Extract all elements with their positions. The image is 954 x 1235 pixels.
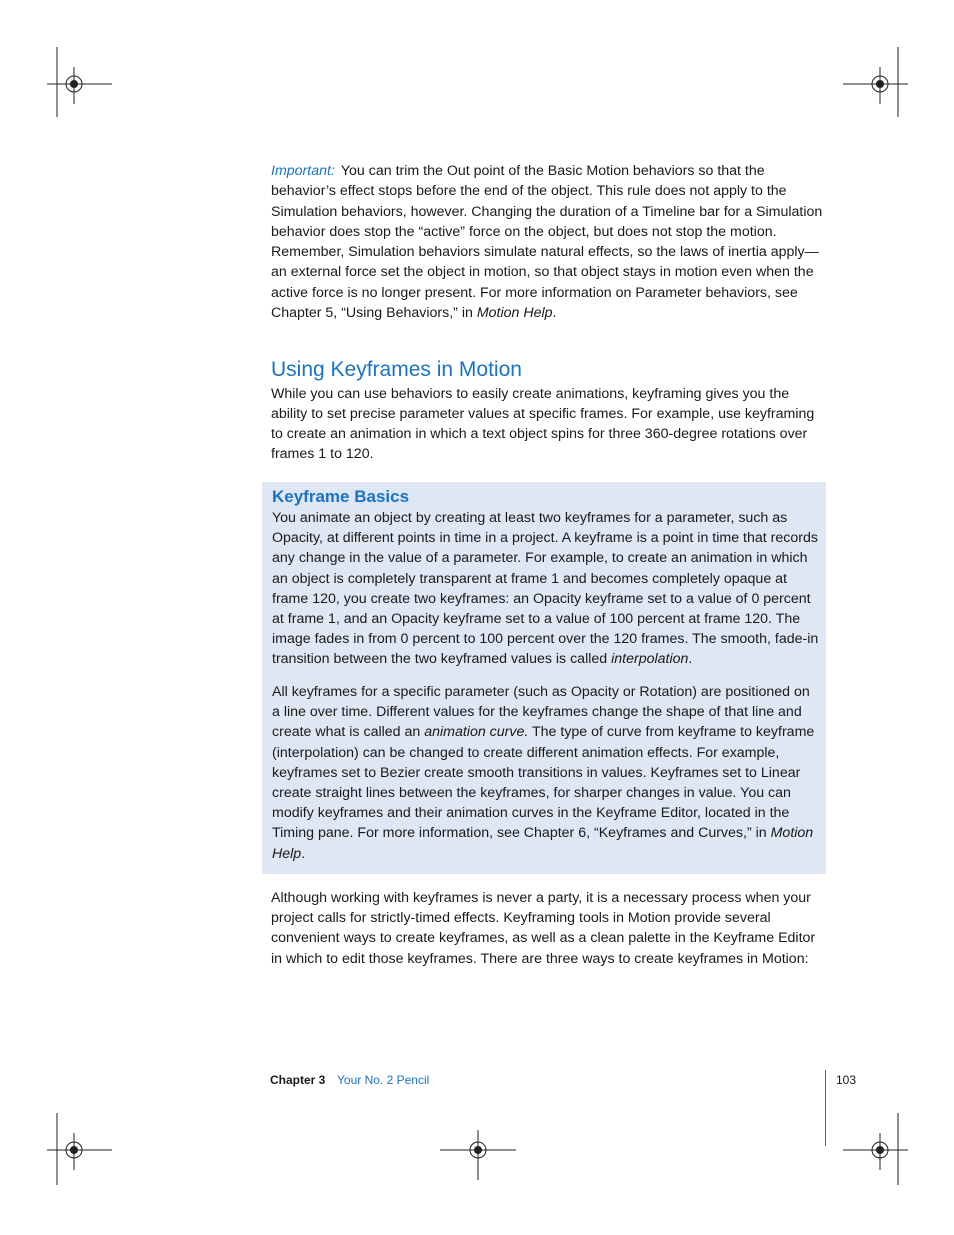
registration-mark-bottom-right bbox=[838, 1113, 908, 1185]
sidebar-p2-text-b: The type of curve from keyframe to keyframe (interpolation) can be changed to create different animation effects. For example, keyframes set to Bezier create smooth transitions in values. Keyframes set to Linear create straight lines between the keyframes, for sharper changes in value. You can modify keyframes and their animation curves in the Keyframe Editor, located in the Timing pane. For more information, see Chapter 6, “Keyframes and Curves,” in bbox=[272, 724, 815, 842]
footer-chapter: Chapter 3 bbox=[270, 1073, 326, 1087]
page-number: 103 bbox=[836, 1073, 857, 1087]
sidebar-p2-term: animation curve. bbox=[424, 724, 529, 741]
important-reference: Motion Help bbox=[476, 305, 553, 322]
sidebar-p2-end: . bbox=[301, 845, 306, 862]
section-intro: While you can use behaviors to easily create animations, keyframing gives you the ability to set precise parameter values at specific frames. For example, use keyframing to create an animation in which a text object spins for three 360-degree rotations over frames 1 to 120. bbox=[271, 386, 815, 463]
registration-mark-bottom-center bbox=[440, 1130, 516, 1180]
registration-mark-top-right bbox=[838, 47, 908, 117]
registration-mark-top-left bbox=[47, 47, 117, 117]
sidebar-heading: Keyframe Basics bbox=[272, 487, 410, 506]
section-heading: Using Keyframes in Motion bbox=[271, 358, 522, 381]
important-end: . bbox=[552, 305, 557, 322]
sidebar-p1-text: You animate an object by creating at least two keyframes for a parameter, such as Opacity, at different points in time in a project. A keyframe is a point in time that records any change in the value of a parameter. For example, to create an animation in which an object is completely transparent at frame 1 and becomes completely opaque at frame 120, you create two keyframes: an Opacity keyframe set to a value of 0 percent at frame 1, and an Opacity keyframe set to a value of 100 percent at frame 120. The image fades in from 0 percent to 100 percent over the 120 frames. The smooth, fade-in transition between the two keyframed values is called bbox=[272, 510, 819, 668]
important-note bbox=[271, 161, 827, 323]
footer-chapter-title: Your No. 2 Pencil bbox=[337, 1073, 430, 1087]
sidebar-paragraph-2 bbox=[272, 682, 820, 864]
sidebar-p1-term: interpolation bbox=[611, 651, 689, 668]
footer-divider bbox=[825, 1070, 826, 1146]
sidebar-p1-end: . bbox=[688, 651, 693, 668]
important-label: Important: bbox=[271, 163, 335, 179]
sidebar-paragraph-1 bbox=[272, 508, 820, 670]
important-text: You can trim the Out point of the Basic Motion behaviors so that the behavior’s effect stops before the end of the object. This rule does not apply to the Simulation behaviors, however. Changing the duration of a Timeline bar for a Simulation behavior does stop the “active” force on the object, but does not stop the motion. Remember, Simulation behaviors simulate natural effects, so the laws of inertia apply—an external force set the object in motion, so that object stays in motion even when the active force is no longer present. For more information on Parameter behaviors, see Chapter 5, “Using Behaviors,” in bbox=[271, 163, 823, 322]
closing-paragraph: Although working with keyframes is never a party, it is a necessary process when your project calls for strictly-timed effects. Keyframing tools in Motion provide several convenient ways to create keyframes, as well as a clean palette in the Keyframe Editor in which to edit those keyframes. There are three ways to create keyframes in Motion: bbox=[271, 890, 816, 967]
sidebar-p2-text-a: All keyframes for a specific parameter (such as Opacity or Rotation) are positioned on a line over time. Different values for the keyframes change the shape of that line and create what is called an bbox=[272, 684, 810, 741]
sidebar-p2-reference: Motion Help bbox=[272, 825, 814, 862]
registration-mark-bottom-left bbox=[47, 1113, 117, 1185]
